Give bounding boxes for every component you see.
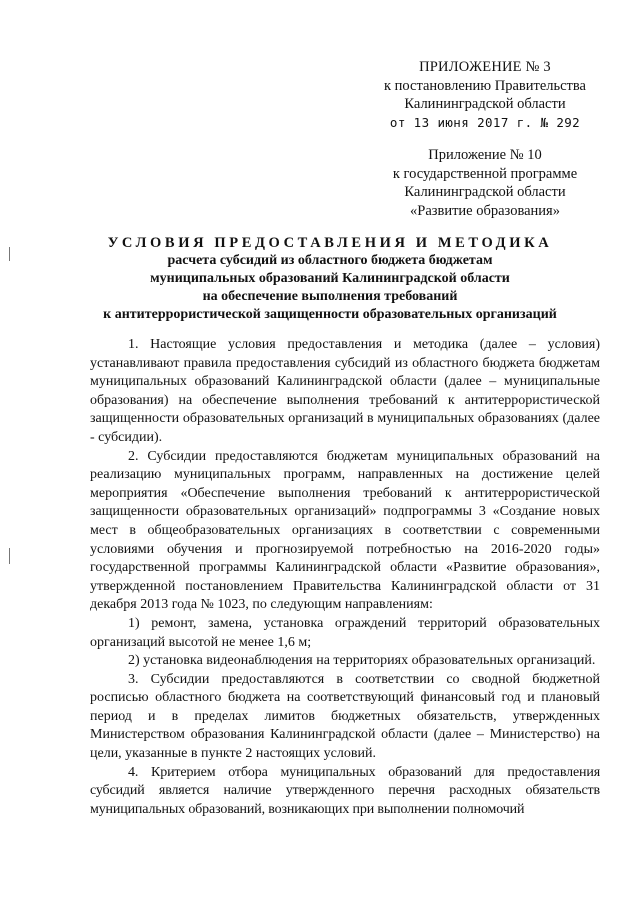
document-body [90, 336, 600, 819]
title-line: на обеспечение выполнения требований [202, 289, 458, 304]
paragraph-2-item-2: 2) установка видеонаблюдения на территориях образовательных организаций. [128, 653, 596, 669]
paragraph-3: 3. Субсидии предоставляются в соответствии со сводной бюджетной росписью областного бюджета на соответствующий финансовый год и плановый период и в пределах лимитов бюджетных обязательств, утвержденных Министерством образования Калининградской области (далее – Министерство) на цели, указанные в пункте 2 настоящих условий. [90, 671, 600, 762]
title-line: к антитеррористической защищенности образовательных организаций [103, 307, 557, 322]
margin-mark [9, 548, 10, 564]
appendix-main-date: от 13 июня 2017 г. № 292 [389, 114, 581, 130]
paragraph-1: 1. Настоящие условия предоставления и методика (далее – условия) устанавливают правила предоставления субсидий из областного бюджета бюджетам муниципальных образований Калининградской области (далее – муниципальные образования) на обеспечение выполнения требований к антитеррористической защищенности образовательных организаций в муниципальных образованиях (далее - субсидии). [90, 337, 600, 445]
appendix-sub-line: «Развитие образования» [410, 202, 560, 219]
appendix-sub-block [360, 146, 610, 220]
paragraph-4: 4. Критерием отбора муниципальных образований для предоставления субсидий является наличие утвержденного перечня расходных обязательств муниципальных образований, возникающих при выполнении полномочий [90, 764, 600, 817]
appendix-sub-line: к государственной программе [392, 165, 578, 182]
appendix-main-line: Калининградской области [404, 96, 566, 112]
appendix-sub-heading: Приложение № 10 [428, 147, 542, 163]
paragraph-2: 2. Субсидии предоставляются бюджетам муниципальных образований на реализацию муниципальных программ, направленных на достижение целей мероприятия «Обеспечение выполнения требований к антитеррористической защищенности образовательных организаций» подпрограммы 3 «Создание новых мест в общеобразовательных организациях в соответствии с современными условиями обучения и прогнозируемой потребностью на 2016-2020 годы» государственной программы Калининградской области «Развитие образования», утвержденной постановлением Правительства Калининградской области от 31 декабря 2013 года № 1023, по следующим направлениям: [90, 448, 600, 613]
title-line: расчета субсидий из областного бюджета бюджетам [167, 253, 493, 268]
title-line: муниципальных образований Калининградской области [150, 271, 510, 286]
title-main: УСЛОВИЯ ПРЕДОСТАВЛЕНИЯ И МЕТОДИКА [107, 235, 553, 251]
document-title [60, 234, 600, 324]
appendix-sub-line: Калининградской области [404, 184, 566, 200]
appendix-main-line: к постановлению Правительства [384, 77, 586, 94]
appendix-main-heading: ПРИЛОЖЕНИЕ № 3 [419, 59, 551, 75]
margin-mark [9, 247, 10, 261]
paragraph-2-item-1: 1) ремонт, замена, установка ограждений территорий образовательных организаций высотой не менее 1,6 м; [90, 615, 600, 650]
appendix-main-block [360, 58, 610, 132]
